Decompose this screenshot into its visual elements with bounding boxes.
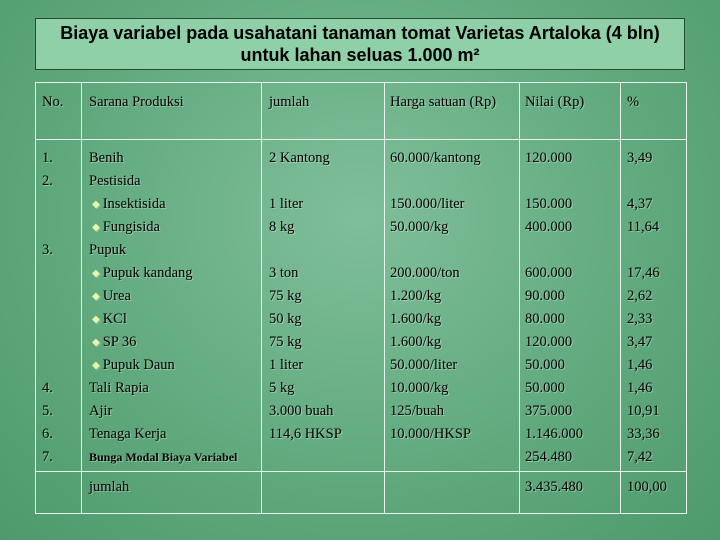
row-number [42,262,53,285]
sarana-label: Pupuk [89,242,127,258]
quantity-cell: 1 liter [269,357,304,373]
percent-cell: 3,49 [627,150,653,166]
quantity-cell: 3.000 buah [269,403,334,419]
sarana-label: Pestisida [89,173,141,189]
sarana-label: Pupuk kandang [102,265,193,281]
quantity-cell: 75 kg [269,288,302,304]
header-harga: Harga satuan (Rp) [390,94,497,110]
row-number: 2. [42,173,53,189]
row-number [42,216,53,239]
unit-price-cell [390,239,481,262]
percent-cell: 10,91 [627,403,660,419]
sarana-item [89,285,237,308]
quantity-cell: 114,6 HKSP [269,426,342,442]
sarana-label: KCl [102,311,127,327]
quantity-cell: 5 kg [269,380,295,396]
sarana-label: Benih [89,150,124,166]
bullet-icon: ◆ [92,337,100,348]
quantity-cell [269,170,342,193]
percent-cell: 3,47 [627,334,653,350]
percent-cell: 33,36 [627,426,660,442]
value-cell [525,170,583,193]
row-number: 7. [42,449,53,465]
sarana-item [89,147,237,170]
sarana-item [89,308,237,331]
sarana-label: SP 36 [102,334,137,350]
bullet-icon: ◆ [92,268,100,279]
sarana-item [89,331,237,354]
column-jumlah [269,147,342,469]
percent-cell: 2,33 [627,311,653,327]
header-jumlah: jumlah [269,94,310,110]
value-cell: 120.000 [525,334,573,350]
sarana-item [89,239,237,262]
quantity-cell: 3 ton [269,265,299,281]
value-cell: 120.000 [525,150,573,166]
sarana-item [89,423,237,446]
column-sarana [89,147,237,469]
value-cell: 600.000 [525,265,573,281]
sarana-label: Tali Rapia [89,380,149,396]
quantity-cell: 50 kg [269,311,302,327]
column-divider [620,83,621,513]
column-divider [519,83,520,513]
bullet-icon: ◆ [92,314,100,325]
row-number: 1. [42,150,53,166]
sarana-item [89,354,237,377]
percent-cell: 11,64 [627,219,660,235]
percent-cell: 1,46 [627,380,653,396]
percent-cell: 17,46 [627,265,660,281]
value-cell: 150.000 [525,196,573,212]
header-sarana: Sarana Produksi [89,94,184,110]
unit-price-cell: 50.000/kg [390,219,449,235]
sarana-label: Pupuk Daun [102,357,175,373]
percent-cell: 7,42 [627,449,653,465]
value-cell: 400.000 [525,219,573,235]
row-number: 5. [42,403,53,419]
value-cell: 1.146.000 [525,426,583,442]
unit-price-cell: 200.000/ton [390,265,460,281]
sarana-label: Ajir [89,403,113,419]
row-number [42,285,53,308]
percent-cell: 2,62 [627,288,653,304]
sarana-item [89,377,237,400]
table-title: Biaya variabel pada usahatani tanaman tomat Varietas Artaloka (4 bln) untuk lahan seluas 1.000 m² [35,18,685,70]
header-persen: % [627,94,640,110]
value-cell: 254.480 [525,449,573,465]
cost-table [35,82,687,514]
sarana-item [89,170,237,193]
sarana-label: Tenaga Kerja [89,426,167,442]
unit-price-cell: 1.600/kg [390,311,442,327]
sarana-item [89,262,237,285]
value-cell: 50.000 [525,357,565,373]
header-no: No. [42,94,64,110]
bullet-icon: ◆ [92,291,100,302]
quantity-cell: 8 kg [269,219,295,235]
quantity-cell: 1 liter [269,196,304,212]
header-nilai: Nilai (Rp) [525,94,585,110]
column-no [42,147,53,469]
percent-cell [627,239,660,262]
unit-price-cell: 150.000/liter [390,196,465,212]
row-number [42,193,53,216]
value-cell: 375.000 [525,403,573,419]
unit-price-cell: 50.000/liter [390,357,458,373]
unit-price-cell: 1.200/kg [390,288,442,304]
sarana-label: Fungisida [102,219,160,235]
sarana-item [89,216,237,239]
value-cell: 50.000 [525,380,565,396]
total-persen: 100,00 [627,479,667,495]
column-nilai [525,147,583,469]
quantity-cell [269,239,342,262]
sarana-label: Insektisida [102,196,166,212]
column-divider [81,83,82,513]
unit-price-cell [390,446,481,469]
total-nilai: 3.435.480 [525,479,583,495]
column-persen [627,147,660,469]
sarana-item [89,400,237,423]
quantity-cell: 2 Kantong [269,150,330,166]
unit-price-cell: 10.000/kg [390,380,449,396]
column-divider [384,83,385,513]
row-number [42,308,53,331]
unit-price-cell [390,170,481,193]
sarana-label: Bunga Modal Biaya Variabel [89,450,238,464]
sarana-label: Urea [102,288,131,304]
quantity-cell: 75 kg [269,334,302,350]
row-number: 3. [42,242,53,258]
row-number [42,354,53,377]
value-cell: 80.000 [525,311,565,327]
total-label: jumlah [89,479,130,495]
unit-price-cell: 10.000/HKSP [390,426,471,442]
quantity-cell [269,446,342,469]
unit-price-cell: 60.000/kantong [390,150,481,166]
row-number: 4. [42,380,53,396]
bullet-icon: ◆ [92,222,100,233]
bullet-icon: ◆ [92,199,100,210]
bullet-icon: ◆ [92,360,100,371]
sarana-item [89,193,237,216]
value-cell: 90.000 [525,288,565,304]
sarana-item [89,446,237,469]
total-divider [36,471,686,472]
header-divider [36,139,686,140]
percent-cell: 4,37 [627,196,653,212]
percent-cell [627,170,660,193]
column-divider [261,83,262,513]
column-harga [390,147,481,469]
percent-cell: 1,46 [627,357,653,373]
unit-price-cell: 1.600/kg [390,334,442,350]
row-number [42,331,53,354]
value-cell [525,239,583,262]
unit-price-cell: 125/buah [390,403,444,419]
row-number: 6. [42,426,53,442]
